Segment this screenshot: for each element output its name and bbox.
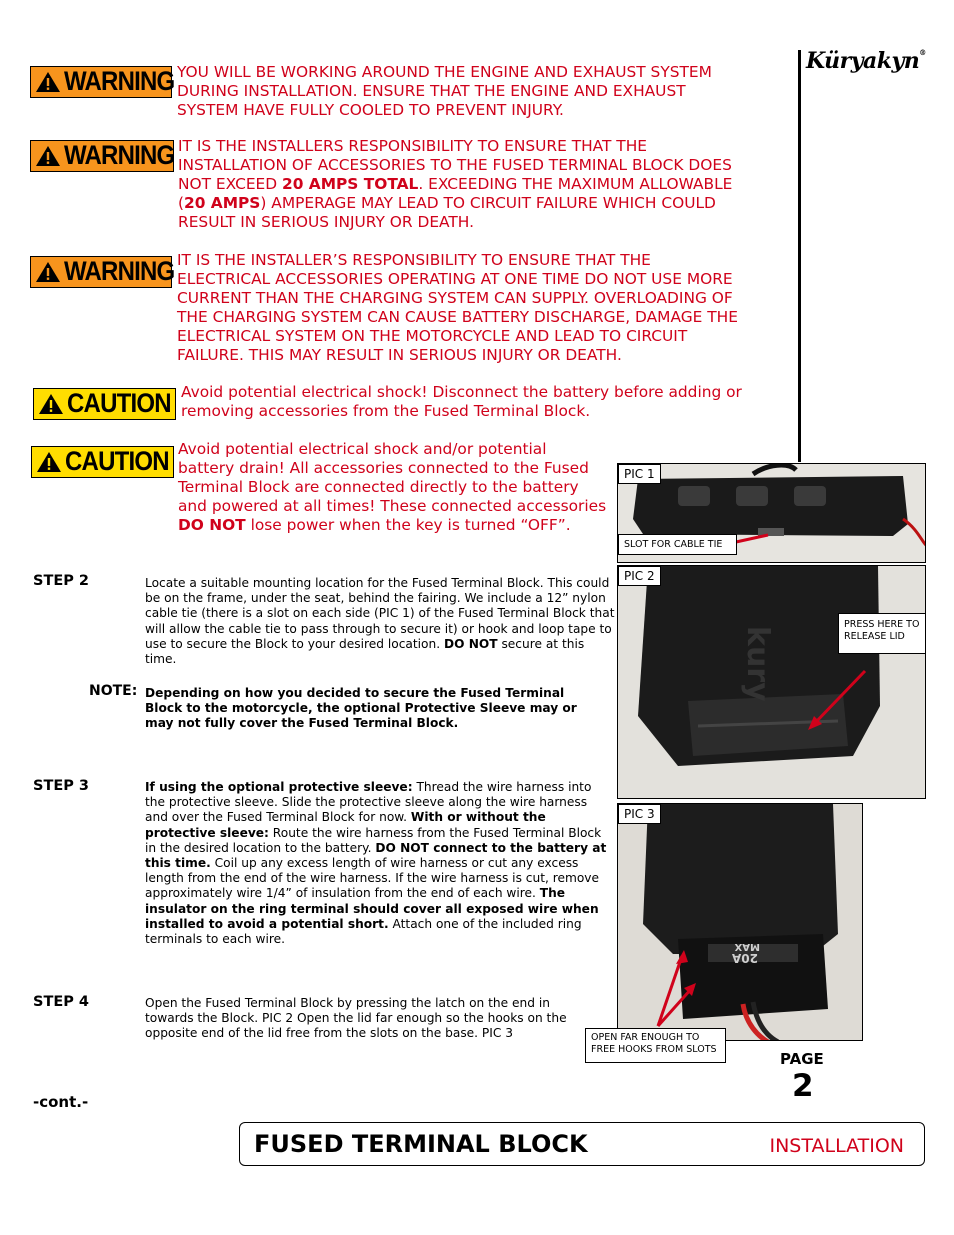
notice-bold: 20 AMPS	[184, 194, 261, 212]
step-2-label: STEP 2	[33, 573, 90, 589]
page-number: 2	[792, 1068, 814, 1104]
notice-line: YOU WILL BE WORKING AROUND THE ENGINE AND EXHAUST SYSTEM	[177, 63, 712, 81]
caption-line: OPEN FAR ENOUGH TO	[591, 1032, 700, 1043]
pic-2-caption	[838, 613, 926, 654]
warning-text-2	[178, 137, 732, 232]
step-2-text	[145, 576, 615, 667]
notice-span: NOT EXCEED	[178, 175, 283, 193]
notice-bold: 20 AMPS TOTAL	[282, 175, 419, 193]
terminal-block-open-image	[618, 804, 863, 1041]
notice-line: and powered at all times! These connected accessories	[178, 497, 607, 515]
notice-span: lose power when the key is turned “OFF”.	[245, 516, 571, 534]
pic-3-tag: PIC 3	[618, 804, 661, 824]
kuryakyn-logo	[806, 48, 926, 74]
step-text: Thread the wire harness into the protective sleeve. Slide the protective sleeve along the wire harness and over the Fused Terminal Block for now.	[145, 780, 592, 825]
notice-line	[178, 175, 732, 194]
step-bold: The insulator on the ring terminal should cover all exposed wire when installed to avoid a potential short.	[145, 886, 599, 931]
notice-line: battery drain! All accessories connected to the Fused	[178, 459, 589, 477]
notice-line: FAILURE. THIS MAY RESULT IN SERIOUS INJURY OR DEATH.	[177, 346, 622, 364]
warning-triangle-icon	[35, 145, 61, 167]
step-3-label: STEP 3	[33, 778, 90, 794]
footer-title-box	[239, 1122, 925, 1166]
pic-1-photo	[617, 463, 926, 563]
notice-span: (	[178, 194, 185, 212]
notice-span: . EXCEEDING THE MAXIMUM ALLOWABLE	[418, 175, 733, 193]
notice-line: Avoid potential electrical shock! Disconnect the battery before adding or	[181, 383, 742, 401]
warning-triangle-icon	[35, 71, 61, 93]
terminal-block-lid-image	[618, 566, 926, 799]
step-3-text	[145, 780, 613, 947]
notice-line: ELECTRICAL ACCESSORIES OPERATING AT ONE TIME DO NOT USE MORE	[177, 270, 733, 288]
warning-text-3	[177, 251, 738, 365]
notice-line: ELECTRICAL SYSTEM ON THE MOTORCYCLE AND LEAD TO CIRCUIT	[177, 327, 688, 345]
step-bold: If using the optional protective sleeve:	[145, 780, 413, 794]
pic-1-tag: PIC 1	[618, 464, 661, 484]
logo-reg-mark: ®	[919, 48, 926, 57]
pic-1-caption: SLOT FOR CABLE TIE	[618, 534, 737, 555]
caution-label-2	[31, 446, 174, 478]
vertical-divider	[798, 50, 801, 462]
notice-line: Terminal Block are connected directly to the battery	[178, 478, 579, 496]
warning-label-1	[30, 66, 175, 98]
notice-line: IT IS THE INSTALLERS RESPONSIBILITY TO ENSURE THAT THE	[178, 137, 648, 155]
footer-title: FUSED TERMINAL BLOCK	[254, 1130, 588, 1158]
caution-label-text: CAUTION	[67, 388, 171, 419]
notice-bold: DO NOT	[178, 516, 246, 534]
notice-line	[178, 516, 606, 535]
pic-3-photo	[617, 803, 863, 1041]
caption-line: FREE HOOKS FROM SLOTS	[591, 1043, 717, 1055]
warning-label-text: WARNING	[64, 140, 175, 171]
step-text: Route the wire harness from the Fused Terminal Block in the desired location to the battery.	[145, 825, 602, 855]
caution-text-2	[178, 440, 606, 535]
footer-subtitle: INSTALLATION	[769, 1135, 904, 1157]
caution-text-1	[181, 383, 742, 421]
caution-triangle-icon	[36, 451, 62, 473]
note-text: Depending on how you decided to secure the Fused Terminal Block to the motorcycle, the optional Protective Sleeve may or may not fully cover the Fused Terminal Block.	[145, 686, 577, 731]
notice-line: RESULT IN SERIOUS INJURY OR DEATH.	[178, 213, 474, 231]
notice-line: removing accessories from the Fused Terminal Block.	[181, 402, 591, 420]
step-4-text: Open the Fused Terminal Block by pressing the latch on the end in towards the Block. PIC 2 Open the lid far enough so the hooks on the opposite end of the lid free from the slots on the base. PIC 3	[145, 996, 567, 1041]
pic-2-emboss-text: kury	[740, 626, 775, 702]
notice-line: SYSTEM HAVE FULLY COOLED TO PREVENT INJURY.	[177, 101, 564, 119]
pic-2-photo	[617, 565, 926, 799]
pic-3-fuse-text-max: MAX	[734, 941, 760, 952]
step-text: Attach one of the included ring terminals to each wire.	[145, 916, 582, 947]
notice-line: CURRENT THAN THE CHARGING SYSTEM CAN SUPPLY. OVERLOADING OF	[177, 289, 733, 307]
warning-label-3	[30, 256, 175, 288]
notice-line: IT IS THE INSTALLER’S RESPONSIBILITY TO ENSURE THAT THE	[177, 251, 651, 269]
note-label: NOTE:	[89, 683, 138, 699]
step-text: Coil up any excess length of wire harness or cut any excess length from the end of the wire harness. If the wire harness is cut, remove approximately wire 1/4” of insulation from the end of each wire.	[145, 856, 600, 901]
warning-triangle-icon	[35, 261, 61, 283]
step-bold: DO NOT	[443, 636, 498, 651]
warning-label-2	[30, 140, 174, 172]
pic-3-caption	[585, 1028, 726, 1063]
step-4-label: STEP 4	[33, 994, 90, 1010]
pic-3-fuse-text: 20A	[732, 951, 758, 965]
pic-2-tag: PIC 2	[618, 566, 661, 586]
caution-triangle-icon	[38, 393, 64, 415]
logo-text: Küryakyn	[806, 48, 920, 74]
step-bold: With or without the protective sleeve:	[145, 810, 546, 840]
caution-label-1	[33, 388, 176, 420]
caption-line: PRESS HERE TO	[844, 619, 920, 630]
notice-line	[178, 194, 732, 213]
notice-line: Avoid potential electrical shock and/or potential	[178, 440, 547, 458]
step-bold: DO NOT connect to the battery at this time.	[145, 840, 607, 871]
continued-label: -cont.-	[33, 1093, 89, 1111]
step-text: secure at this time.	[145, 636, 585, 667]
warning-label-text: WARNING	[64, 256, 175, 287]
warning-text-1	[177, 63, 712, 120]
notice-line: THE CHARGING SYSTEM CAN CAUSE BATTERY DISCHARGE, DAMAGE THE	[177, 308, 738, 326]
notice-span: ) AMPERAGE MAY LEAD TO CIRCUIT FAILURE WHICH COULD	[260, 194, 716, 212]
caution-label-text: CAUTION	[65, 446, 169, 477]
warning-label-text: WARNING	[64, 66, 175, 97]
notice-line: DURING INSTALLATION. ENSURE THAT THE ENGINE AND EXHAUST	[177, 82, 686, 100]
step-text: Locate a suitable mounting location for the Fused Terminal Block. This could be on the frame, under the seat, behind the fairing. We include a 12” nylon cable tie (there is a slot on each side (PIC 1) of the Fused Terminal Block that will allow the cable tie to pass through to secure it) or hook and loop tape to use to secure the Block to your desired location.	[145, 576, 615, 651]
page-label: PAGE	[780, 1050, 824, 1068]
notice-line: INSTALLATION OF ACCESSORIES TO THE FUSED TERMINAL BLOCK DOES	[178, 156, 732, 174]
caption-line: RELEASE LID	[844, 630, 905, 642]
